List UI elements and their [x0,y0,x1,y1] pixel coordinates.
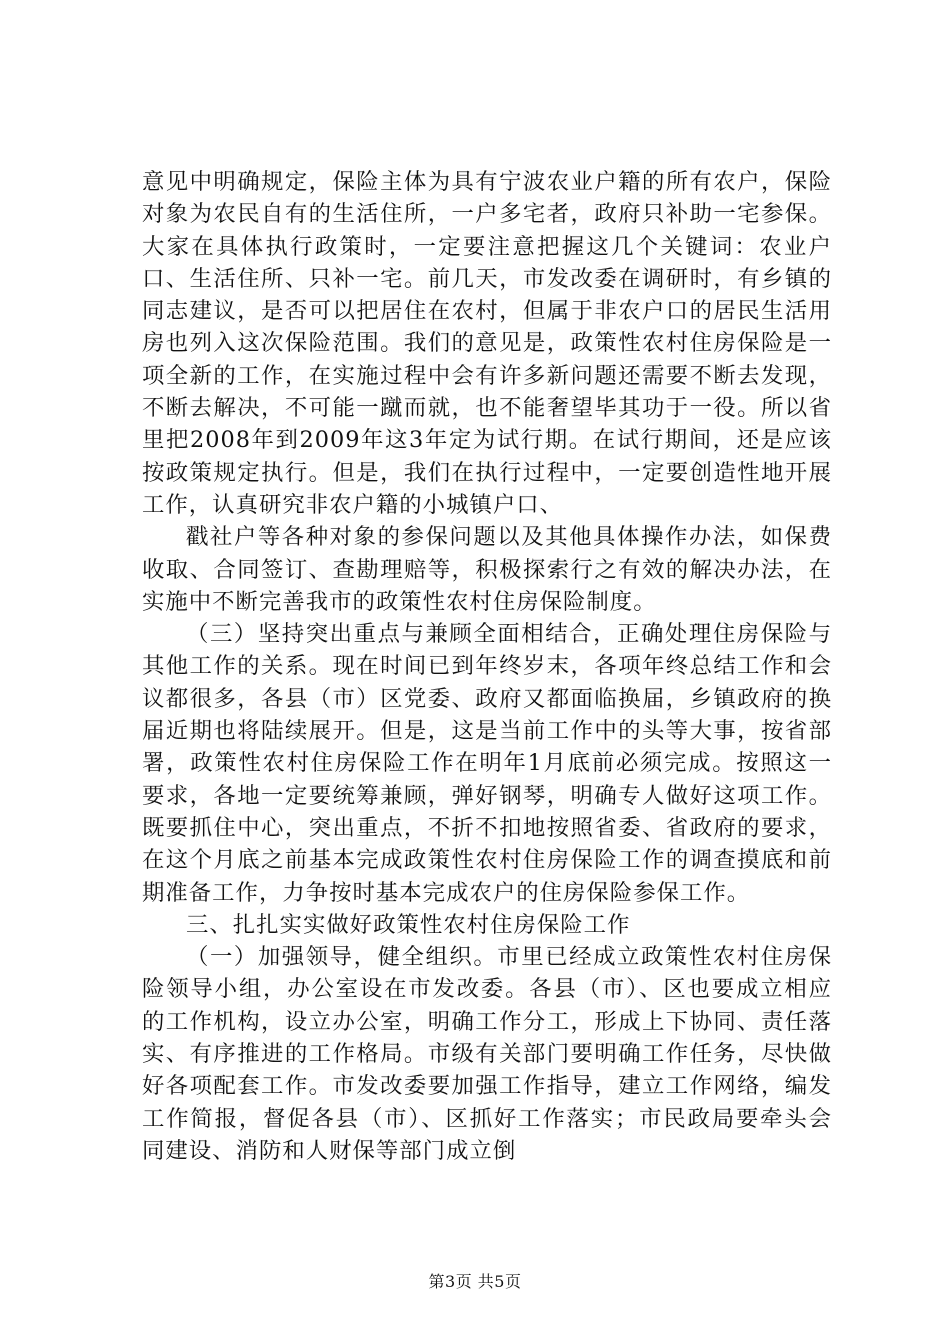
page-number-footer: 第3页 共5页 [428,1272,522,1291]
paragraph-1: 意见中明确规定，保险主体为具有宁波农业户籍的所有农户，保险对象为农民自有的生活住所，一户多宅者，政府只补助一宅参保。大家在具体执行政策时，一定要注意把握这几个关键词：农业户口、生活住所、只补一宅。前几天，市发改委在调研时，有乡镇的同志建议，是否可以把居住在农村，但属于非农户口的居民生活用房也列入这次保险范围。我们的意见是，政策性农村住房保险是一项全新的工作，在实施过程中会有许多新问题还需要不断去发现，不断去解决，不可能一蹴而就，也不能奢望毕其功于一役。所以省里把2008年到2009年这3年定为试行期。在试行期间，还是应该按政策规定执行。但是，我们在执行过程中，一定要创造性地开展工作，认真研究非农户籍的小城镇户口、 [142,169,832,518]
paragraph-3: （三）坚持突出重点与兼顾全面相结合，正确处理住房保险与其他工作的关系。现在时间已到年终岁末，各项年终总结工作和会议都很多，各县（市）区党委、政府又都面临换届，乡镇政府的换届近期也将陆续展开。但是，这是当前工作中的头等大事，按省部署，政策性农村住房保险工作在明年1月底前必须完成。按照这一要求，各地一定要统筹兼顾，弹好钢琴，明确专人做好这项工作。既要抓住中心，突出重点，不折不扣地按照省委、省政府的要求，在这个月底之前基本完成政策性农村住房保险工作的调查摸底和前期准备工作，力争按时基本完成农户的住房保险参保工作。 [142,621,832,906]
section-heading: 三、扎扎实实做好政策性农村住房保险工作 [186,911,631,938]
paragraph-2: 戳社户等各种对象的参保问题以及其他具体操作办法，如保费收取、合同签订、查勘理赔等，积极探索行之有效的解决办法，在实施中不断完善我市的政策性农村住房保险制度。 [142,524,832,615]
document-body [142,166,832,1167]
paragraph-4: （一）加强领导，健全组织。市里已经成立政策性农村住房保险领导小组，办公室设在市发改委。各县（市）、区也要成立相应的工作机构，设立办公室，明确工作分工，形成上下协同、责任落实、有序推进的工作格局。市级有关部门要明确工作任务，尽快做好各项配套工作。市发改委要加强工作指导，建立工作网络，编发工作简报，督促各县（市）、区抓好工作落实；市民政局要牵头会同建设、消防和人财保等部门成立倒 [142,944,832,1164]
